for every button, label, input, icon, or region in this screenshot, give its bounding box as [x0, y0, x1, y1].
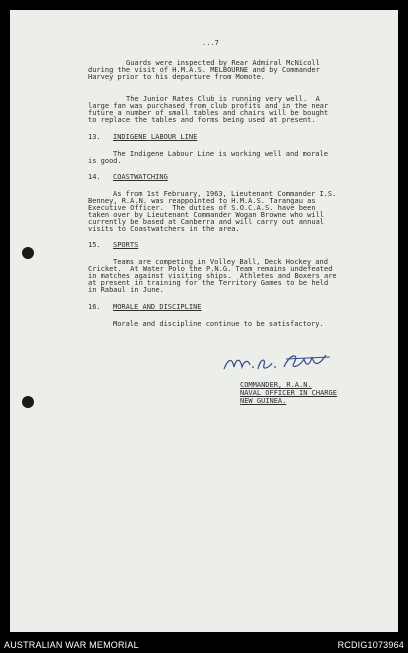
footer-record-id: RCDIG1073964 [337, 640, 404, 650]
page-reference: ...7 [202, 39, 219, 47]
signature-title: NEW GUINEA. [240, 397, 287, 405]
section-line: Morale and discipline continue to be satisfactory. [113, 320, 324, 328]
punch-hole-bottom [22, 396, 34, 408]
section-number: 13. [88, 133, 101, 141]
club-line: large fan was purchased from club profits and in the near [88, 102, 329, 110]
section-heading: COASTWATCHING [113, 173, 168, 181]
section-line: currently be based at Canberra and will carry out annual [88, 218, 325, 226]
section-line: is good. [88, 157, 122, 165]
footer-bar [0, 638, 408, 653]
signature-title: NAVAL OFFICER IN CHARGE [240, 389, 337, 397]
section-line: visits to Coastwatchers in the area. [88, 225, 240, 233]
footer-source: AUSTRALIAN WAR MEMORIAL [4, 640, 139, 650]
section-heading: MORALE AND DISCIPLINE [113, 303, 202, 311]
club-line: The Junior Rates Club is running very well. A [126, 95, 320, 103]
intro-line: Guards were inspected by Rear Admiral McNicoll [126, 59, 320, 67]
section-line: in Rabaul in June. [88, 286, 164, 294]
club-line: future a number of small tables and chairs will be bought [88, 109, 329, 117]
section-line: in matches against visiting ships. Athletes and Boxers are [88, 272, 337, 280]
section-line: at present in training for the Territory Games to be held [88, 279, 329, 287]
section-number: 15. [88, 241, 101, 249]
document-page [10, 10, 398, 632]
signature-title: COMMANDER, R.A.N. [240, 381, 312, 389]
punch-hole-top [22, 247, 34, 259]
section-line: Teams are competing in Volley Ball, Deck Hockey and [113, 258, 328, 266]
section-heading: INDIGENE LABOUR LINE [113, 133, 198, 141]
club-line: to replace the tables and forms being used at present. [88, 116, 316, 124]
intro-line: during the visit of H.M.A.S. MELBOURNE and by Commander [88, 66, 320, 74]
handwritten-signature [220, 345, 340, 375]
section-number: 14. [88, 173, 101, 181]
section-line: As from 1st February, 1963, Lieutenant Commander I.S. [113, 190, 337, 198]
section-number: 16. [88, 303, 101, 311]
section-line: Cricket. At Water Polo the P.N.G. Team remains undefeated [88, 265, 333, 273]
section-line: Benney, R.A.N. was reappointed to H.M.A.S. Tarangau as [88, 197, 316, 205]
section-line: taken over by Lieutenant Commander Wogan Browne who will [88, 211, 325, 219]
section-line: Executive Officer. The duties of S.O.C.A.S. have been [88, 204, 316, 212]
section-heading: SPORTS [113, 241, 139, 249]
section-line: The Indigene Labour Line is working well and morale [113, 150, 328, 158]
intro-line: Harvey prior to his departure from Momote. [88, 73, 266, 81]
